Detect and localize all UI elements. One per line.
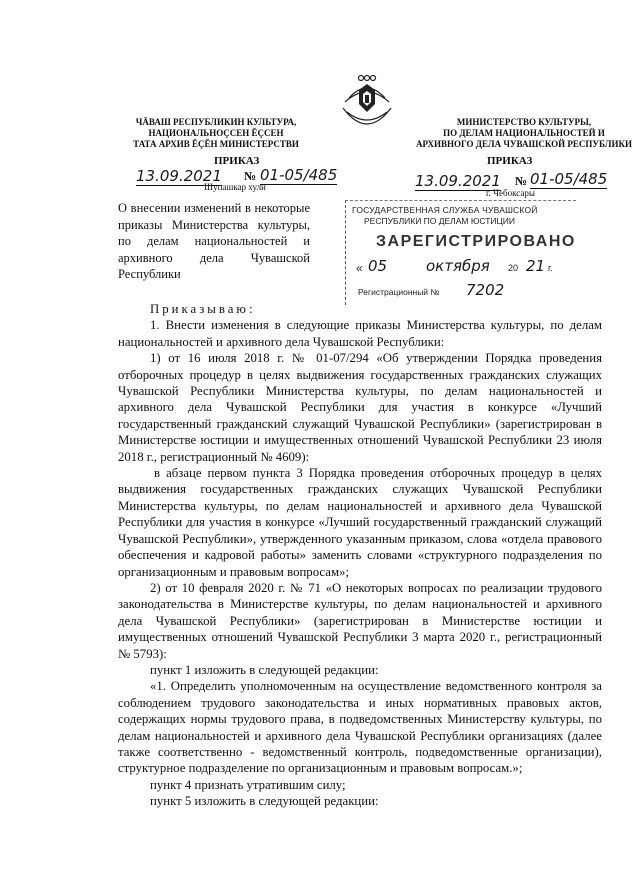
- number-sign-left: №: [244, 169, 257, 183]
- stamp-agency-line2: РЕСПУБЛИКИ ПО ДЕЛАМ ЮСТИЦИИ: [364, 216, 516, 226]
- stamp-year-suffix: г.: [548, 263, 553, 273]
- paragraph: пункт 5 изложить в следующей редакции:: [150, 794, 379, 809]
- order-number-right: 01-05/485: [530, 170, 608, 188]
- stamp-agency-line1: ГОСУДАРСТВЕННАЯ СЛУЖБА ЧУВАШСКОЙ: [352, 205, 538, 215]
- stamp-month: октября: [426, 257, 490, 275]
- order-date-right: 13.09.2021: [415, 172, 501, 190]
- order-title-russian: ПРИКАЗ: [487, 155, 533, 167]
- ministry-name-chuvash-line: НАЦИОНАЛЬНОÇСЕН ĔÇСЕН: [148, 128, 284, 138]
- ministry-name-chuvash-line: ЧĂВАШ РЕСПУБЛИКИН КУЛЬТУРА,: [135, 117, 297, 127]
- order-subject: О внесении изменений в некоторые приказы Министерства культуры, по делам национальностей и архивного дела Чувашской Республики: [118, 201, 310, 281]
- paragraph: «1. Определить уполномоченным на осуществление ведомственного контроля за соблюдением трудового законодательства и иных нормативных правовых актов, содержащих нормы трудового права, в подведомственных Министерству культуры, по делам национальностей и архивного дела Чувашской Республики организациях (далее также соответственно - ведомственный контроль, подведомственные организации), структурное подразделение по организационным и правовым вопросам.»;: [118, 679, 602, 776]
- registration-stamp: [345, 200, 576, 305]
- order-date-left: 13.09.2021: [136, 167, 222, 185]
- ministry-name-russian-line: АРХИВНОГО ДЕЛА ЧУВАШСКОЙ РЕСПУБЛИКИ: [416, 139, 632, 149]
- order-directive: Приказываю:: [150, 302, 256, 316]
- city-russian: г. Чебоксары: [486, 188, 535, 198]
- number-sign-right: №: [515, 174, 528, 188]
- stamp-day: 05: [368, 257, 388, 275]
- ministry-name-chuvash-line: ТАТА АРХИВ ĔÇĔН МИНИСТЕРСТВИ: [133, 139, 299, 149]
- stamp-year-prefix: 20: [508, 263, 519, 273]
- coat-of-arms-emblem: [335, 72, 399, 126]
- ministry-name-russian-line: МИНИСТЕРСТВО КУЛЬТУРЫ,: [456, 117, 592, 127]
- paragraph: пункт 4 признать утратившим силу;: [150, 777, 346, 792]
- paragraph: 1. Внести изменения в следующие приказы Министерства культуры, по делам национальностей и архивного дела Чувашской Республики:: [118, 318, 602, 349]
- ministry-name-russian-line: ПО ДЕЛАМ НАЦИОНАЛЬНОСТЕЙ И: [443, 128, 605, 138]
- ministry-name-russian: [404, 117, 640, 150]
- stamp-registered-label: ЗАРЕГИСТРИРОВАНО: [376, 233, 576, 250]
- stamp-quote: «: [356, 261, 363, 275]
- paragraph: пункт 1 изложить в следующей редакции:: [150, 662, 379, 677]
- paragraph: 1) от 16 июля 2018 г. № 01-07/294 «Об утверждении Порядка проведения отборочных процедур в целях выдвижения государственных гражданских служащих Чувашской Республики Министерства культуры, по делам национальностей и архивного дела Чувашской Республики для участия в конкурсе «Лучший государственный гражданский служащий Чувашской Республики» (зарегистрирован в Министерстве юстиции и имущественных отношений Чувашской Республики 23 июля 2018 г., регистрационный № 4609):: [118, 351, 602, 464]
- paragraph: 2) от 10 февраля 2020 г. № 71 «О некоторых вопросах по реализации трудового законодательства в Министерстве культуры, по делам национальностей и архивного дела Чувашской Республики» (зарегистрирован в Министерстве юстиции и имущественных отношений Чувашской Республики 3 марта 2020 г., регистрационный № 5793):: [118, 580, 602, 661]
- stamp-registration-number: 7202: [466, 281, 505, 299]
- ministry-name-chuvash: [96, 117, 336, 150]
- stamp-registration-label: Регистрационный №: [358, 287, 440, 297]
- stamp-year-handwritten: 21: [526, 257, 546, 275]
- order-body: [118, 301, 602, 810]
- city-chuvash: Шупашкар хули: [204, 182, 266, 192]
- paragraph: в абзаце первом пункта 3 Порядка проведения отборочных процедур в целях выдвижения государственных гражданских служащих Чувашской Республики Министерства культуры, по делам национальностей и архивного дела Чувашской Республики для участия в конкурсе «Лучший государственный гражданский служащий Чувашской Республики», утвержденного указанным приказом, слова «отдела правового обеспечения и кадровой работы» заменить словами «структурного подразделения по организационным и правовым вопросам»;: [118, 466, 602, 579]
- order-number-left: 01-05/485: [260, 166, 338, 184]
- order-title-chuvash: ПРИКАЗ: [214, 155, 260, 167]
